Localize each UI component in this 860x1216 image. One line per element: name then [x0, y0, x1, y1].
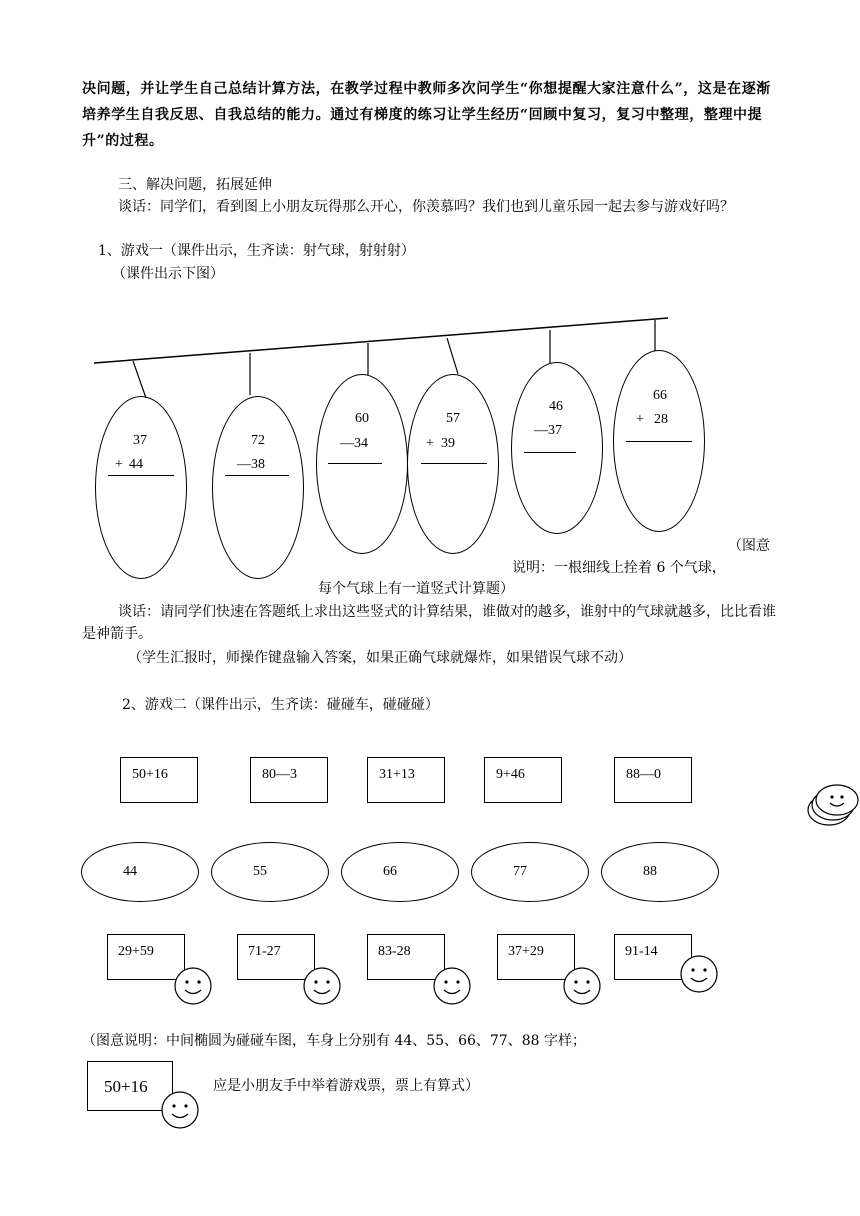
balloon[interactable]	[95, 396, 187, 579]
bumper-car[interactable]	[211, 842, 329, 902]
sample-ticket-expression: 50+16	[104, 1077, 148, 1096]
caption-fragment: 说明：一根细线上拴着 6 个气球，	[512, 560, 726, 576]
balloon-answer-line	[626, 441, 692, 442]
smiley-icon	[173, 966, 213, 1006]
bumper-car[interactable]	[81, 842, 199, 902]
game1-note: （学生汇报时，师操作键盘输入答案，如果正确气球就爆炸，如果错误气球不动）	[128, 650, 632, 666]
balloon-answer-line	[108, 475, 174, 476]
balloon-operator: —	[534, 423, 548, 438]
game2-title: 2、游戏二（课件出示，生齐读：碰碰车，碰碰碰）	[122, 697, 439, 713]
car-number: 44	[123, 864, 137, 879]
balloon-top-number: 72	[251, 433, 265, 448]
stacked-smiley-icon	[806, 780, 860, 828]
smiley-icon	[562, 966, 602, 1006]
balloon-top-number: 37	[133, 433, 147, 448]
car-number: 88	[643, 864, 657, 879]
balloon-bottom-number: 28	[654, 412, 668, 427]
section-talk: 谈话：同学们，看到图上小朋友玩得那么开心，你羡慕吗？我们也到儿童乐园一起去参与游戏好吗？	[118, 199, 734, 215]
balloon-top-number: 66	[653, 388, 667, 403]
ticket-expression: 9+46	[496, 767, 525, 782]
ticket-expression: 71-27	[248, 944, 281, 959]
ticket-expression: 37+29	[508, 944, 544, 959]
car-number: 55	[253, 864, 267, 879]
game1-talk: 谈话：请同学们快速在答题纸上求出这些竖式的计算结果，谁做对的越多，谁射中的气球就越多，比比看谁是神箭手。	[82, 604, 776, 642]
smiley-icon	[679, 954, 719, 994]
section-heading: 三、解决问题，拓展延伸	[118, 177, 272, 193]
balloon-bottom-number: 39	[441, 436, 455, 451]
balloon-bottom-number: 44	[129, 457, 143, 472]
balloon-answer-line	[524, 452, 576, 453]
caption-fragment: 每个气球上有一道竖式计算题）	[318, 581, 514, 597]
balloon-bottom-number: 37	[548, 423, 562, 438]
balloon-top-number: 60	[355, 411, 369, 426]
balloon-top-number: 46	[549, 399, 563, 414]
game1-title: 1、游戏一（课件出示，生齐读：射气球，射射射）	[98, 243, 415, 259]
balloon-operator: +	[115, 457, 123, 472]
smiley-icon	[432, 966, 472, 1006]
car-number: 66	[383, 864, 397, 879]
balloon-answer-line	[225, 475, 289, 476]
balloon-bottom-number: 34	[354, 436, 368, 451]
caption-fragment: （图意	[728, 538, 770, 554]
ticket-expression: 31+13	[379, 767, 415, 782]
bumper-car[interactable]	[601, 842, 719, 902]
balloon[interactable]	[407, 374, 499, 554]
ticket-expression: 50+16	[132, 767, 168, 782]
balloon-answer-line	[421, 463, 487, 464]
balloon-operator: —	[237, 457, 251, 472]
balloon[interactable]	[316, 374, 408, 554]
balloon-answer-line	[328, 463, 382, 464]
balloon-operator: +	[636, 412, 644, 427]
intro-paragraph: 决问题，并让学生自己总结计算方法，在教学过程中教师多次问学生“你想提醒大家注意什么”，这是在逐渐培养学生自我反思、自我总结的能力。通过有梯度的练习让学生经历“回顾中复习，复习中整理，整理中提升”的过程。	[82, 81, 771, 149]
ticket-expression: 29+59	[118, 944, 154, 959]
smiley-icon	[160, 1090, 200, 1130]
smiley-icon	[302, 966, 342, 1006]
ticket-expression: 83-28	[378, 944, 411, 959]
balloon[interactable]	[212, 396, 304, 579]
ticket-expression: 80—3	[262, 767, 297, 782]
balloon-operator: +	[426, 436, 434, 451]
bumper-car[interactable]	[471, 842, 589, 902]
game2-caption: 应是小朋友手中举着游戏票，票上有算式）	[213, 1078, 479, 1094]
balloon-top-number: 57	[446, 411, 460, 426]
game1-show: （课件出示下图）	[112, 266, 224, 282]
balloon[interactable]	[511, 362, 603, 534]
ticket-expression: 88—0	[626, 767, 661, 782]
balloon-bottom-number: 38	[251, 457, 265, 472]
bumper-car[interactable]	[341, 842, 459, 902]
game2-caption: （图意说明：中间椭圆为碰碰车图，车身上分别有 44、55、66、77、88 字样；	[82, 1033, 586, 1049]
car-number: 77	[513, 864, 527, 879]
balloon-operator: —	[340, 436, 354, 451]
ticket-expression: 91-14	[625, 944, 658, 959]
